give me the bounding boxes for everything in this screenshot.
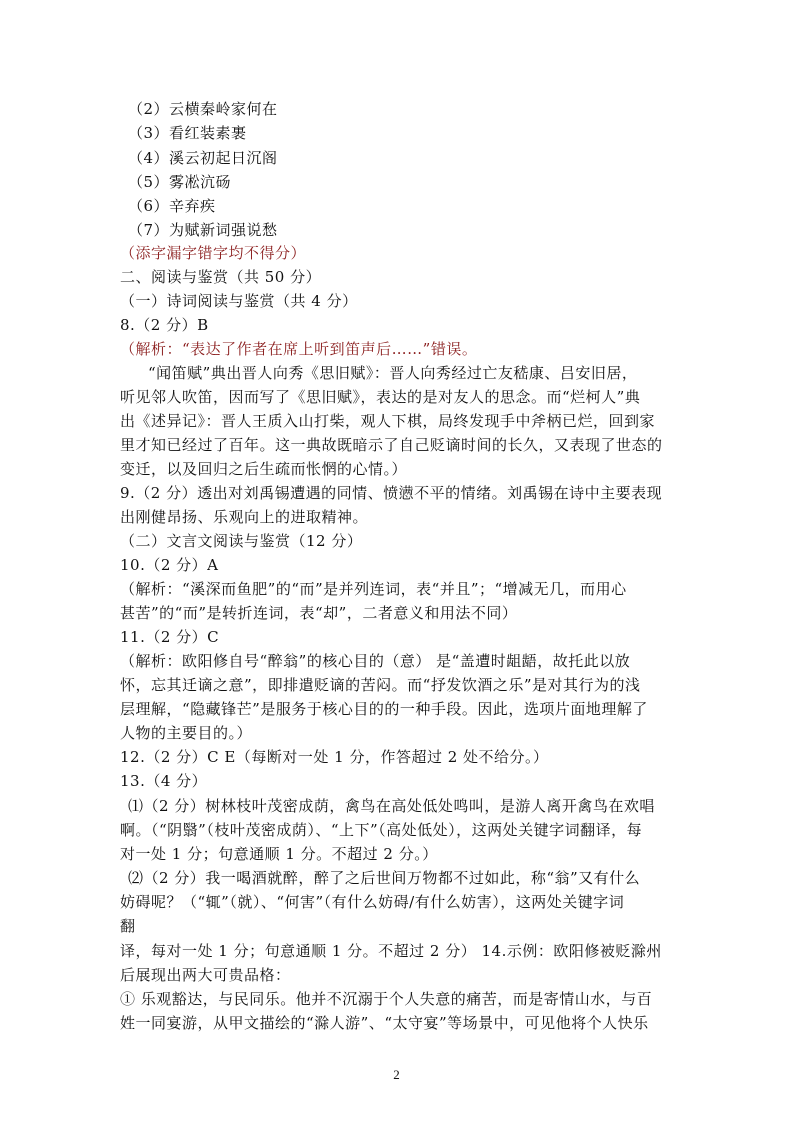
text-line: （解析：“溪深而鱼肥”的“而”是并列连词，表“并且”；“增减无几，而用心 [120,580,627,598]
section-heading: 二、阅读与鉴赏（共 50 分） [120,268,322,286]
question-answer: 12.（2 分）C E（每断对一处 1 分，作答超过 2 处不给分。） [120,748,549,766]
text-line: 出刚健昂扬、乐观向上的进取精神。 [120,508,369,526]
text-line: （解析：欧阳修自号“醉翁”的核心目的（意） 是“盖遭时龃龉，故托此以放 [120,652,631,670]
text-line: ⑵（2 分）我一喝酒就醉，醉了之后世间万物都不过如此，称“翁”又有什么 [128,869,641,887]
text-line: ① 乐观豁达，与民同乐。他并不沉溺于个人失意的痛苦，而是寄情山水，与百 [120,990,653,1008]
text-line: 译，每对一处 1 分；句意通顺 1 分。不超过 2 分） 14.示例：欧阳修被贬滁州 [120,942,662,960]
subsection-heading: （一）诗词阅读与鉴赏（共 4 分） [120,292,358,310]
text-line: 听见邻人吹笛，因而写了《思旧赋》，表达的是对友人的思念。而“烂柯人”典 [120,388,641,406]
subsection-heading: （二）文言文阅读与鉴赏（12 分） [120,532,363,550]
question-answer: 10.（2 分）A [120,556,219,574]
text-line: 后展现出两大可贵品格： [120,966,291,984]
question-answer: 13.（4 分） [120,772,208,790]
text-line: 姓一同宴游，从甲文描绘的“滁人游”、“太守宴”等场景中，可见他将个人快乐 [120,1014,649,1032]
text-line: （4）溪云初起日沉阁 [128,149,278,167]
text-line: 对一处 1 分；句意通顺 1 分。不超过 2 分。） [120,845,438,863]
text-line: 怀，忘其迁谪之意”，即排遣贬谪的苦闷。而“抒发饮酒之乐”是对其行为的浅 [120,676,641,694]
page-number: 2 [393,1067,400,1082]
text-line: 翻 [120,917,136,935]
text-line: 妨碍呢？（“辄”（就）、“何害”（有什么妨碍/有什么妨害），这两处关键字词 [120,893,625,911]
text-line: 人物的主要目的。） [120,724,253,742]
text-line: （7）为赋新词强说愁 [128,221,278,239]
text-line: （添字漏字错字均不得分） [120,244,307,262]
text-line: 层理解，“隐藏锋芒”是服务于核心目的的一种手段。因此，选项片面地理解了 [120,700,648,718]
text-line: 里才知已经过了百年。这一典故既暗示了自己贬谪时间的长久，又表现了世态的 [120,436,663,454]
question-answer: 11.（2 分）C [120,628,220,646]
question-answer: 9.（2 分）透出对刘禹锡遭遇的同情、愤懑不平的情绪。刘禹锡在诗中主要表现 [120,484,663,502]
text-line: （解析：“表达了作者在席上听到笛声后……”错误。 [120,340,478,358]
text-line: ⑴（2 分）树林枝叶茂密成荫，禽鸟在高处低处鸣叫，是游人离开禽鸟在欢唱 [128,797,655,815]
text-line: （3）看红装素裹 [128,124,247,142]
text-line: （2）云横秦岭家何在 [128,100,278,118]
text-line: （5）雾凇沆砀 [128,173,232,191]
question-answer: 8.（2 分）B [120,316,209,334]
text-line: （6）辛弃疾 [128,197,216,215]
text-line: 出《述异记》：晋人王质入山打柴，观人下棋，局终发现手中斧柄已烂，回到家 [120,412,656,430]
text-line: “闻笛赋”典出晋人向秀《思旧赋》：晋人向秀经过亡友嵇康、吕安旧居， [148,364,638,382]
text-line: 变迁，以及回归之后生疏而怅惘的心情。） [120,460,408,478]
text-line: 甚苦”的“而”是转折连词，表“却”，二者意义和用法不同） [120,604,518,622]
text-line: 啊。（“阴翳”（枝叶茂密成荫）、“上下”（高处低处），这两处关键字词翻译，每 [120,821,643,839]
